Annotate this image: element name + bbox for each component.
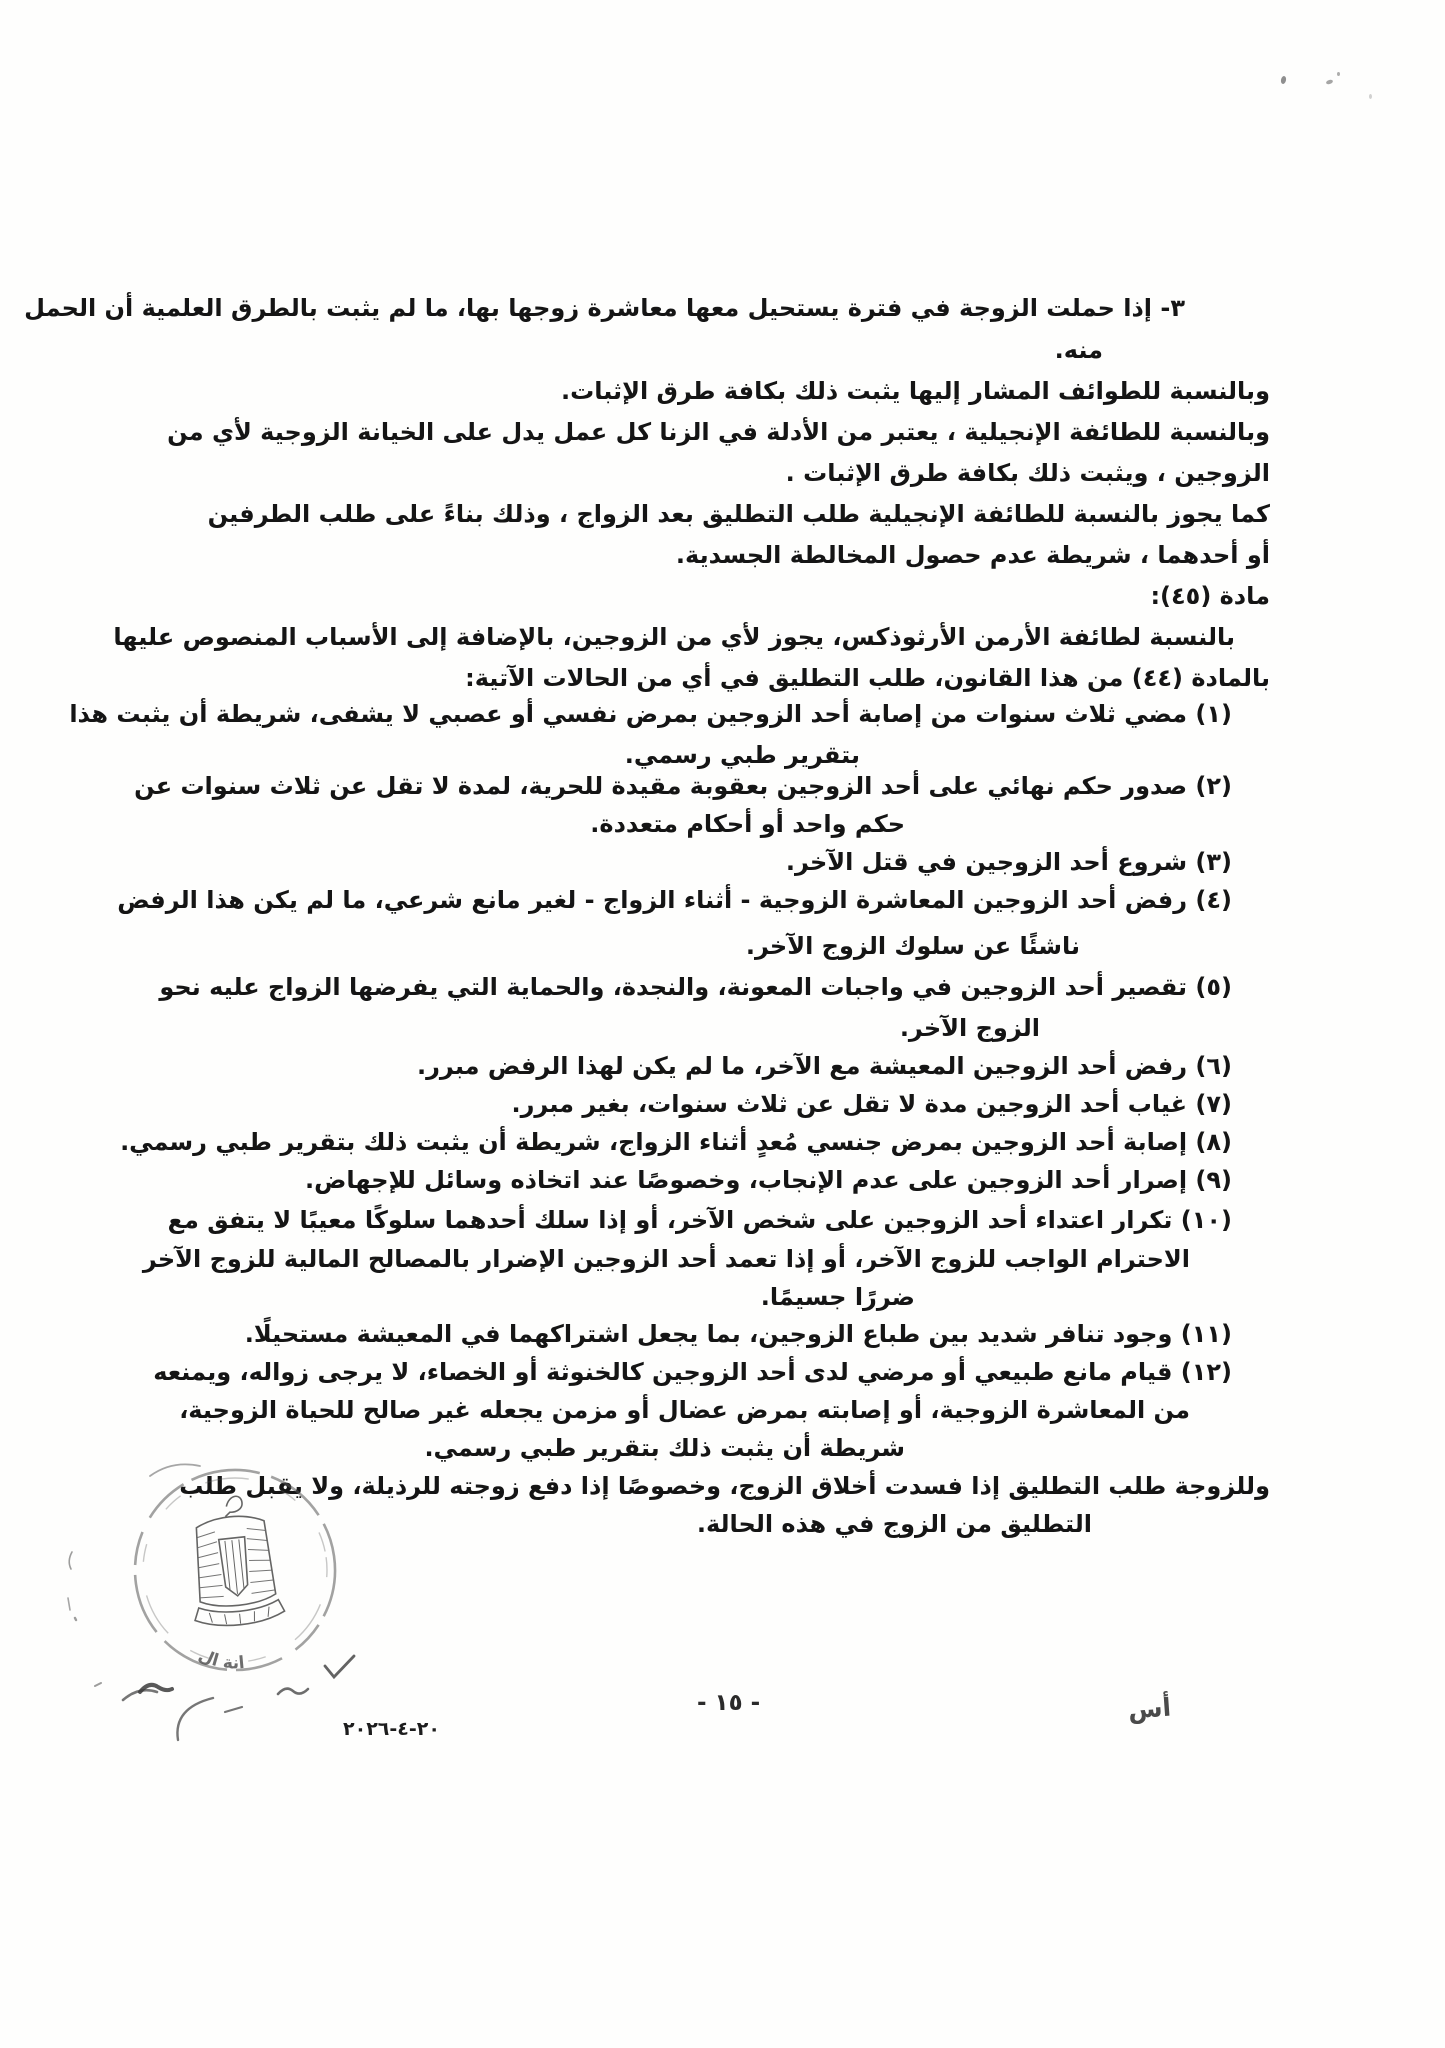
list-item: (٦) رفض أحد الزوجين المعيشة مع الآخر، ما لم يكن لهذا الرفض مبرر. [417, 1052, 1232, 1080]
list-item: (٧) غياب أحد الزوجين مدة لا تقل عن ثلاث سنوات، بغير مبرر. [511, 1090, 1232, 1118]
article-45-heading: مادة (٤٥): [1150, 582, 1270, 610]
list-item-continuation: بتقرير طبي رسمي. [624, 741, 860, 769]
list-item: (٣) شروع أحد الزوجين في قتل الآخر. [785, 848, 1232, 876]
list-item: (٥) تقصير أحد الزوجين في واجبات المعونة، والنجدة، والحماية التي يفرضها الزواج عليه نحو [159, 973, 1232, 1001]
document-line: بالنسبة لطائفة الأرمن الأرثوذكس، يجوز لأي من الزوجين، بالإضافة إلى الأسباب المنصوص عليها [113, 623, 1235, 651]
list-item-continuation: حكم واحد أو أحكام متعددة. [590, 810, 905, 838]
document-line: الزوجين ، ويثبت ذلك بكافة طرق الإثبات . [785, 459, 1270, 487]
document-date: ٢٠٢٦-٤-٢٠ [343, 1718, 440, 1740]
list-item-continuation: من المعاشرة الزوجية، أو إصابته بمرض عضال أو مزمن يجعله غير صالح للحياة الزوجية، [179, 1396, 1190, 1424]
list-item-continuation: ضررًا جسيمًا. [760, 1283, 915, 1311]
document-line: ٣- إذا حملت الزوجة في فترة يستحيل معها معاشرة زوجها بها، ما لم يثبت بالطرق العلمية أن الحمل [24, 294, 1185, 322]
list-item: (١٢) قيام مانع طبيعي أو مرضي لدى أحد الزوجين كالخنوثة أو الخصاء، لا يرجى زواله، ويمنعه [153, 1358, 1232, 1386]
document-line: وبالنسبة للطوائف المشار إليها يثبت ذلك بكافة طرق الإثبات. [561, 377, 1270, 405]
list-item: (٩) إصرار أحد الزوجين على عدم الإنجاب، وخصوصًا عند اتخاذه وسائل للإجهاض. [305, 1166, 1232, 1194]
list-item: (١١) وجود تنافر شديد بين طباع الزوجين، بما يجعل اشتراكهما في المعيشة مستحيلًا. [244, 1320, 1232, 1348]
scan-speck [1280, 76, 1287, 85]
list-item: (٤) رفض أحد الزوجين المعاشرة الزوجية - أثناء الزواج - لغير مانع شرعي، ما لم يكن هذا الرفض [117, 886, 1232, 914]
list-item: (٢) صدور حكم نهائي على أحد الزوجين بعقوبة مقيدة للحرية، لمدة لا تقل عن ثلاث سنوات عن [134, 772, 1232, 800]
document-line: منه. [1054, 336, 1103, 364]
stamp-arc-text: انة ال [195, 1645, 246, 1674]
list-item-continuation: الزوج الآخر. [899, 1014, 1040, 1042]
list-item-continuation: ناشئًا عن سلوك الزوج الآخر. [745, 932, 1080, 960]
list-item: (٨) إصابة أحد الزوجين بمرض جنسي مُعدٍ أثناء الزواج، شريطة أن يثبت ذلك بتقرير طبي رسمي. [120, 1128, 1232, 1156]
document-line: أو أحدهما ، شريطة عدم حصول المخالطة الجسدية. [675, 541, 1270, 569]
eagle-emblem [183, 1492, 286, 1629]
document-line: بالمادة (٤٤) من هذا القانون، طلب التطليق في أي من الحالات الآتية: [465, 664, 1270, 692]
document-line: وبالنسبة للطائفة الإنجيلية ، يعتبر من الأدلة في الزنا كل عمل يدل على الخيانة الزوجية لأي من [167, 418, 1270, 446]
page-number: - ١٥ - [697, 1690, 761, 1716]
list-item-continuation: شريطة أن يثبت ذلك بتقرير طبي رسمي. [424, 1434, 905, 1462]
official-stamp [55, 1448, 395, 1788]
list-item-continuation: الاحترام الواجب للزوج الآخر، أو إذا تعمد أحد الزوجين الإضرار بالمصالح المالية للزوج الآخر [142, 1245, 1190, 1273]
list-item: (١) مضي ثلاث سنوات من إصابة أحد الزوجين بمرض نفسي أو عصبي لا يشفى، شريطة أن يثبت هذا [69, 700, 1232, 728]
document-line: وللزوجة طلب التطليق إذا فسدت أخلاق الزوج، وخصوصًا إذا دفع زوجته للرذيلة، ولا يقبل طلب [179, 1472, 1270, 1500]
handwritten-initials: أس [1127, 1692, 1173, 1725]
document-line: التطليق من الزوج في هذه الحالة. [696, 1510, 1092, 1538]
list-item: (١٠) تكرار اعتداء أحد الزوجين على شخص الآخر، أو إذا سلك أحدهما سلوكًا معيبًا لا يتفق مع [167, 1206, 1232, 1234]
document-line: كما يجوز بالنسبة للطائفة الإنجيلية طلب التطليق بعد الزواج ، وذلك بناءً على طلب الطرفين [207, 500, 1270, 528]
scan-speck [1326, 79, 1334, 85]
scan-speck [1337, 72, 1340, 76]
scan-speck [1369, 94, 1372, 99]
